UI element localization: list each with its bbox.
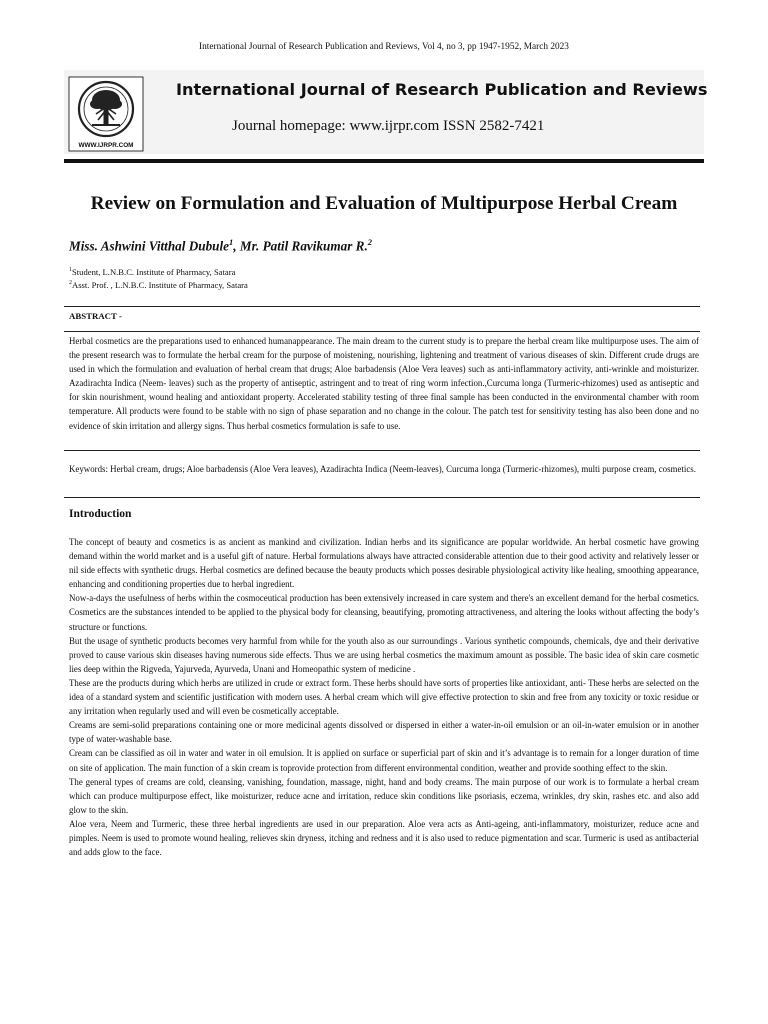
abstract-heading: ABSTRACT - xyxy=(69,311,122,321)
tree-emblem-icon xyxy=(68,76,144,152)
author-1: Miss. Ashwini Vitthal Dubule xyxy=(69,238,230,254)
author-2: , Mr. Patil Ravikumar R. xyxy=(233,238,368,254)
running-head: International Journal of Research Publication and Reviews, Vol 4, no 3, pp 1947-1952, March 2023 xyxy=(199,42,569,52)
intro-paragraph: Aloe vera, Neem and Turmeric, these three herbal ingredients are used in our preparation. Aloe vera acts as Anti-ageing, anti-inflammatory, moisturizer, reduce acne and pimples. Neem is used to promote wound healing, relieves skin dryness, itching and redness and it is also used to reduce pigmentation and scar. Turmeric is used as antibacterial and adds glow to the face. xyxy=(69,818,699,858)
logo-text: WWW.IJRPR.COM xyxy=(78,142,134,149)
affiliation-1 xyxy=(69,267,235,277)
masthead-rule xyxy=(64,159,704,163)
journal-homepage[interactable]: Journal homepage: www.ijrpr.com ISSN 2582-7421 xyxy=(232,118,545,134)
intro-paragraph: Now-a-days the usefulness of herbs within the cosmoceutical production has been extensively increased in care system and there's an excellent demand for the herbal cosmetics. Cosmetics are the substances intended to be applied to the physical body for cleansing, beautifying, promoting attractiveness, and altering the looks without affecting the body’s structure or functions. xyxy=(69,593,699,632)
intro-paragraph: Creams are semi-solid preparations containing one or more medicinal agents dissolved or dispersed in either a water-in-oil emulsion or an oil-in-water emulsion or in another type of water-washable base. xyxy=(69,720,699,745)
introduction-body xyxy=(69,535,699,859)
abstract-body: Herbal cosmetics are the preparations used to enhanced humanappearance. The main dream to the current study is to prepare the herbal cream like multipurpose uses. The aim of the present research was to formulate the herbal cream for the purpose of moistening, nourishing, lightening and treatment of various diseases of skin. Different crude drugs are used in which the formulation and evaluation of herbal cream that drugs; Aloe barbadensis (Aloe Vera leaves) such as anti-inflammatory activity, anti-wrinkle and moisturizer. Azadirachta Indica (Neem- leaves) such as the property of antiseptic, astringent and to treat of ring worm infection.,Curcuma longa (Turmeric-rhizomes) used as antiseptic and for skin nourishment, wound healing and antioxidant property. Accelerated stability testing of three final sample has been conducted in the environmental chamber with room temperature. All products were found to be stable with no sign of phase separation and no change in the colour. The patch test for sensitivity testing has also been done and no evidence of skin irritation and allergy signs. Thus herbal cosmetics formulation is safe to use. xyxy=(69,336,699,431)
intro-paragraph: Cream can be classified as oil in water and water in oil emulsion. It is applied on surface or superficial part of skin and it’s advantage is to remain for a longer duration of time on site of application. The main function of a skin cream is toprovide protection from different environmental condition, weather and provide soothing effect to the skin. xyxy=(69,748,699,773)
paper-title: Review on Formulation and Evaluation of Multipurpose Herbal Cream xyxy=(90,193,678,214)
journal-name: International Journal of Research Publication and Reviews xyxy=(176,80,708,99)
introduction-heading: Introduction xyxy=(69,508,132,520)
intro-paragraph: These are the products during which herbs are utilized in crude or extract form. These herbs should have sorts of properties like antioxidant, anti- These herbs are selected on the idea of a standard system and scientific justification with modern uses. A herbal cream which will give effective protection to skin and free from any toxicity or toxic residue or any irritation when regularly used and will even be cosmetically acceptable. xyxy=(69,677,699,717)
divider-rule xyxy=(64,450,700,451)
author-line xyxy=(69,237,372,254)
author-1-affil-mark: 1 xyxy=(229,237,234,247)
affiliation-mark: 1 xyxy=(69,267,72,274)
intro-paragraph: The concept of beauty and cosmetics is as ancient as mankind and civilization. Indian herbs and its significance are popular worldwide. An herbal cosmetic have growing demand within the world market and is a useful gift of nature. Herbal formulations always have attracted considerable attention due to their good activity and relatively lesser or nil side effects with synthetic drugs. Herbal cosmetics are defined because the beauty products which posses desirable physiological activity like healing, smoothing appearance, enhancing and conditioning properties due to herbal ingredient. xyxy=(69,537,699,590)
journal-logo xyxy=(68,76,144,152)
affiliation-text: Student, L.N.B.C. Institute of Pharmacy, Satara xyxy=(72,267,236,277)
intro-paragraph: But the usage of synthetic products becomes very harmful from while for the youth also as our surroundings . Various synthetic compounds, chemicals, dye and their derivative proved to cause various skin diseases having numerous side effects. Thus we are using herbal cosmetics the maximum amount as possible. The basic idea of skin care cosmetic lies deep within the Rigveda, Yajurveda, Ayurveda, Unani and Homeopathic system of medicine . xyxy=(69,635,699,674)
divider-rule xyxy=(64,497,700,498)
author-2-affil-mark: 2 xyxy=(367,237,372,247)
divider-rule xyxy=(64,331,700,332)
divider-rule xyxy=(64,306,700,307)
affiliation-text: Asst. Prof. , L.N.B.C. Institute of Pharmacy, Satara xyxy=(72,280,248,290)
affiliation-mark: 2 xyxy=(69,280,72,287)
intro-paragraph: The general types of creams are cold, cleansing, vanishing, foundation, massage, night, hand and body creams. The main purpose of our work is to formulate a herbal cream which can produce multipurpose effect, like moisturizer, reduce acne and irritation, reduce skin conditions like psoriasis, eczema, wrinkles, dry skin, rashes etc. and also add glow to the skin. xyxy=(69,776,699,815)
affiliation-2 xyxy=(69,280,248,290)
journal-masthead xyxy=(64,70,708,154)
keywords: Keywords: Herbal cream, drugs; Aloe barbadensis (Aloe Vera leaves), Azadirachta Indica (Neem-leaves), Curcuma longa (Turmeric-rhizomes), multi purpose cream, cosmetics. xyxy=(69,464,696,474)
